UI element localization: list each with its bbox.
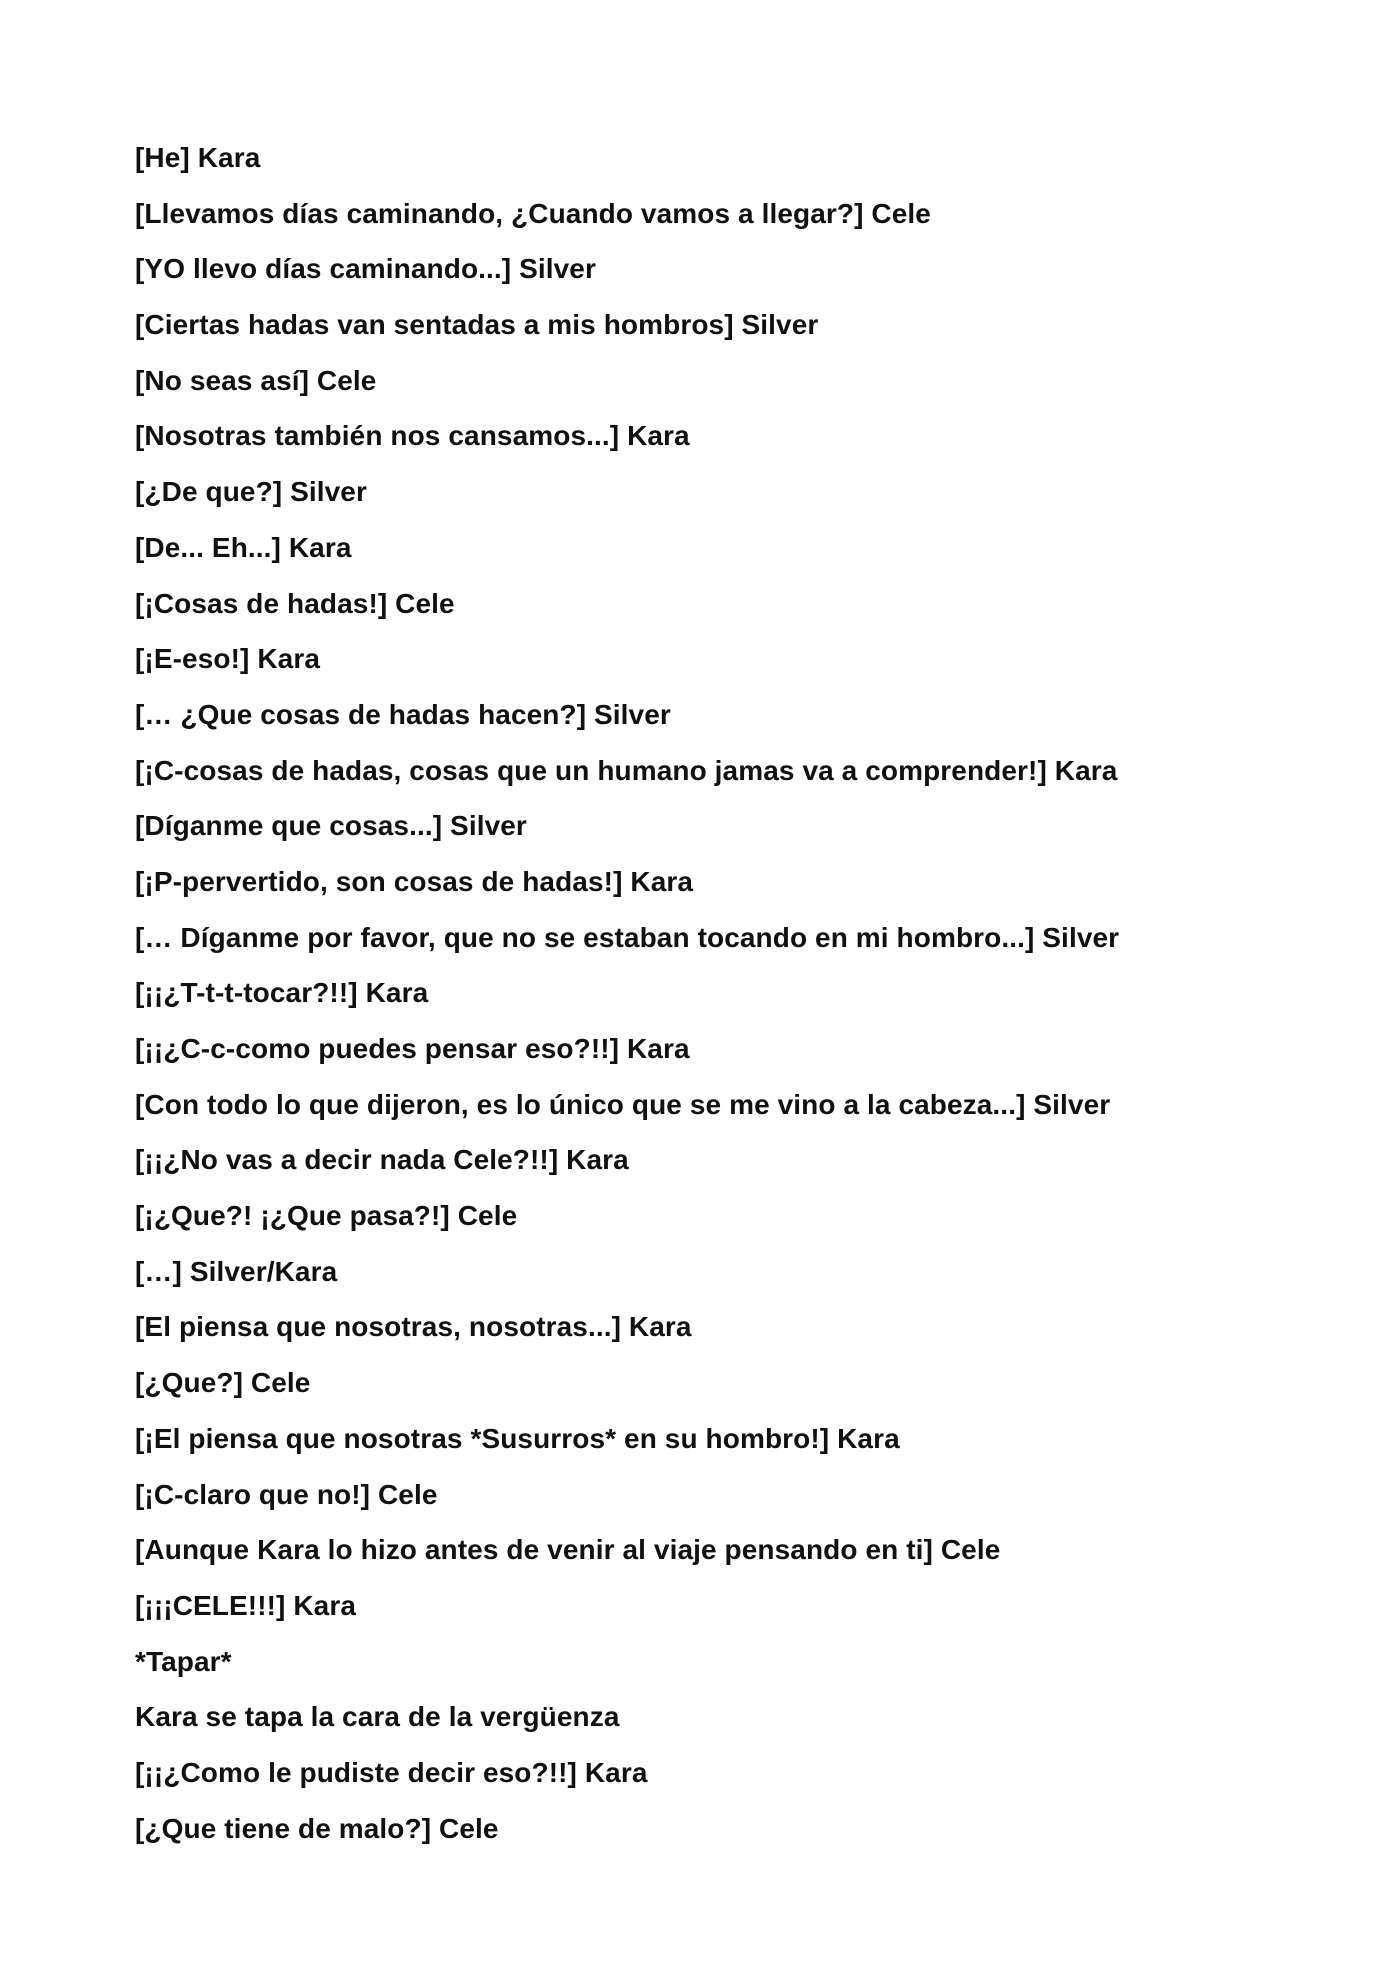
dialogue-line: [He] Kara	[135, 142, 261, 173]
dialogue-line: [De... Eh...] Kara	[135, 531, 352, 563]
dialogue-line: [¡¡¿Como le pudiste decir eso?!!] Kara	[135, 1756, 648, 1788]
dialogue-line: [¡E-eso!] Kara	[135, 643, 320, 675]
dialogue-line: [¿Que tiene de malo?] Cele	[135, 1812, 499, 1844]
dialogue-line: [¡El piensa que nosotras *Susurros* en su hombro!] Kara	[135, 1422, 900, 1454]
dialogue-line: [¡¡¿C-c-como puedes pensar eso?!!] Kara	[135, 1033, 690, 1064]
dialogue-line: [¿Que?] Cele	[135, 1367, 311, 1399]
dialogue-line: [Díganme que cosas...] Silver	[135, 810, 527, 842]
dialogue-line: [… ¿Que cosas de hadas hacen?] Silver	[135, 698, 671, 730]
dialogue-line: [… Díganme por favor, que no se estaban tocando en mi hombro...] Silver	[135, 921, 1120, 953]
dialogue-line: [No seas así] Cele	[135, 364, 377, 396]
dialogue-line: [Nosotras también nos cansamos...] Kara	[135, 420, 690, 452]
narration-line: Kara se tapa la cara de la vergüenza	[135, 1701, 620, 1733]
dialogue-line: [¡¡¿T-t-t-tocar?!!] Kara	[135, 977, 429, 1009]
dialogue-line: [¡C-cosas de hadas, cosas que un humano jamas va a comprender!] Kara	[135, 754, 1118, 786]
dialogue-line: [Ciertas hadas van sentadas a mis hombros] Silver	[135, 309, 819, 341]
dialogue-line: [YO llevo días caminando...] Silver	[135, 253, 596, 285]
dialogue-line: [Llevamos días caminando, ¿Cuando vamos a llegar?] Cele	[135, 197, 931, 229]
dialogue-line: [Aunque Kara lo hizo antes de venir al viaje pensando en ti] Cele	[135, 1534, 1001, 1566]
action-line: *Tapar*	[135, 1645, 232, 1677]
dialogue-list	[135, 130, 1335, 1856]
dialogue-line: [¡C-claro que no!] Cele	[135, 1478, 438, 1510]
dialogue-line: [¡¿Que?! ¡¿Que pasa?!] Cele	[135, 1200, 518, 1232]
dialogue-line: […] Silver/Kara	[135, 1255, 338, 1287]
dialogue-line: [¡¡¿No vas a decir nada Cele?!!] Kara	[135, 1144, 629, 1176]
dialogue-line: [¡P-pervertido, son cosas de hadas!] Kara	[135, 865, 694, 897]
dialogue-line: [Con todo lo que dijeron, es lo único que se me vino a la cabeza...] Silver	[135, 1088, 1111, 1120]
dialogue-line: [¡¡¡CELE!!!] Kara	[135, 1589, 357, 1621]
dialogue-line: [¡Cosas de hadas!] Cele	[135, 587, 455, 619]
dialogue-line: [¿De que?] Silver	[135, 476, 367, 508]
dialogue-line: [El piensa que nosotras, nosotras...] Kara	[135, 1311, 692, 1343]
